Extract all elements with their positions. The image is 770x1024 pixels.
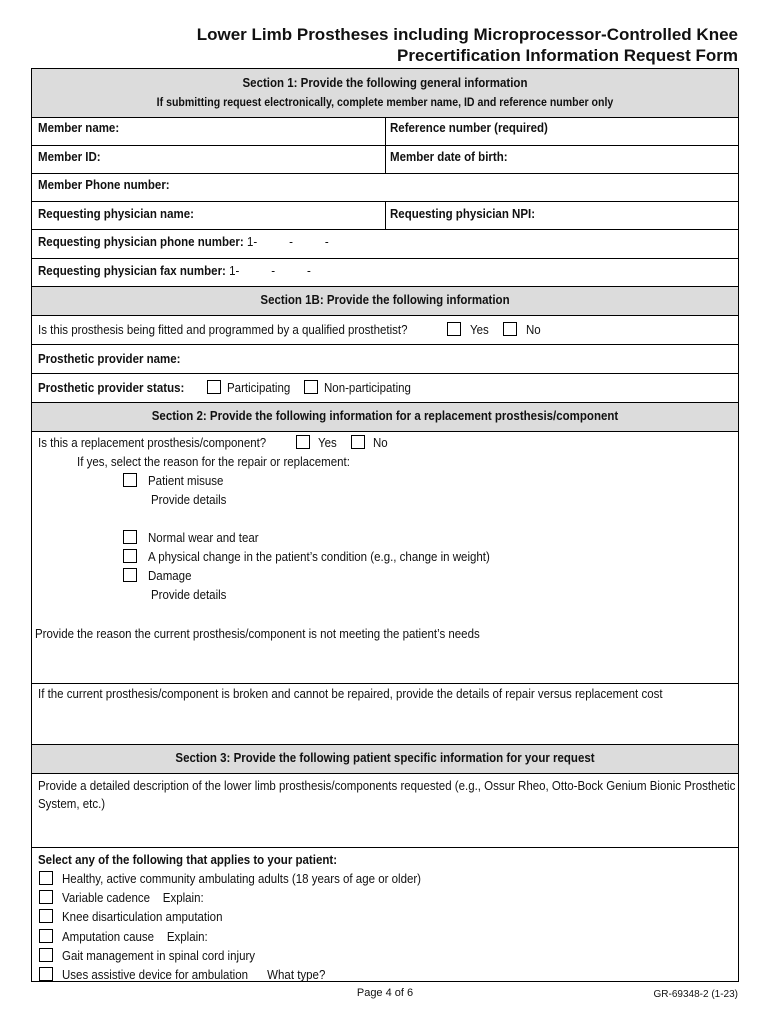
patient-misuse-label: Patient misuse — [148, 474, 224, 488]
physician-fax-label: Requesting physician fax number: — [38, 264, 226, 278]
replacement-yes-checkbox[interactable] — [296, 435, 310, 449]
physical-change-checkbox[interactable] — [123, 549, 137, 563]
member-id-field[interactable]: Member ID: — [38, 150, 101, 164]
section3-heading: Section 3: Provide the following patient specific information for your request — [175, 751, 595, 765]
criteria-checkbox-4[interactable] — [39, 929, 53, 943]
misuse-details-field[interactable]: Provide details — [151, 493, 227, 507]
criteria-checkbox-2[interactable] — [39, 890, 53, 904]
page-number: Page 4 of 6 — [356, 987, 414, 999]
section1-subheading: If submitting request electronically, complete member name, ID and reference number only — [156, 97, 614, 109]
qualified-yes-checkbox[interactable] — [447, 322, 461, 336]
physician-name-field[interactable]: Requesting physician name: — [38, 207, 194, 221]
criteria-label-5: Gait management in spinal cord injury — [62, 949, 256, 963]
qualified-no-label: No — [526, 323, 541, 337]
physician-phone-label: Requesting physician phone number: — [38, 235, 244, 249]
physician-phone-field[interactable] — [38, 234, 329, 250]
criteria-checkbox-6[interactable] — [39, 967, 53, 981]
criteria-checkbox-3[interactable] — [39, 909, 53, 923]
section2-heading: Section 2: Provide the following information for a replacement prosthesis/component — [151, 409, 619, 423]
prosthesis-description-field[interactable]: Provide a detailed description of the lower limb prosthesis/components requested (e.g., Ossur Rheo, Otto-Bock Genium Bionic Prosthetic System, etc.) — [38, 779, 736, 811]
physician-fax-field[interactable] — [38, 263, 311, 279]
criteria-label-1: Healthy, active community ambulating adults (18 years of age or older) — [62, 872, 422, 886]
participating-label: Participating — [227, 381, 291, 395]
repair-reason-prompt: If yes, select the reason for the repair or replacement: — [77, 455, 350, 469]
replacement-question: Is this a replacement prosthesis/component? — [38, 436, 267, 450]
reason-not-meeting-field[interactable]: Provide the reason the current prosthesis/component is not meeting the patient’s needs — [35, 627, 480, 641]
qualified-prosthetist-question: Is this prosthesis being fitted and programmed by a qualified prosthetist? — [38, 323, 408, 337]
provider-status-label: Prosthetic provider status: — [38, 381, 185, 395]
non-participating-checkbox[interactable] — [304, 380, 318, 394]
form-code: GR-69348-2 (1-23) — [653, 989, 738, 1000]
participating-checkbox[interactable] — [207, 380, 221, 394]
damage-details-field[interactable]: Provide details — [151, 588, 227, 602]
criteria-checkbox-1[interactable] — [39, 871, 53, 885]
criteria-label-6: Uses assistive device for ambulation What type? — [62, 968, 326, 982]
criteria-label-2: Variable cadence Explain: — [62, 891, 204, 905]
member-name-field[interactable]: Member name: — [38, 121, 120, 135]
member-phone-field[interactable]: Member Phone number: — [38, 178, 170, 192]
member-dob-field[interactable]: Member date of birth: — [390, 150, 508, 164]
damage-label: Damage — [148, 569, 192, 583]
criteria-checkbox-5[interactable] — [39, 948, 53, 962]
replacement-yes-label: Yes — [318, 436, 337, 450]
normal-wear-checkbox[interactable] — [123, 530, 137, 544]
section1-heading: Section 1: Provide the following general information — [242, 76, 528, 90]
section1b-heading: Section 1B: Provide the following information — [260, 293, 510, 307]
criteria-label-4: Amputation cause Explain: — [62, 930, 208, 944]
form-title-line-1: Lower Limb Prostheses including Microprocessor-Controlled Knee — [196, 25, 738, 44]
replacement-no-checkbox[interactable] — [351, 435, 365, 449]
physician-npi-field[interactable]: Requesting physician NPI: — [390, 207, 536, 221]
qualified-yes-label: Yes — [470, 323, 489, 337]
patient-criteria-heading: Select any of the following that applies to your patient: — [38, 853, 338, 867]
physician-phone-mask: 1- - - — [246, 235, 329, 249]
criteria-label-3: Knee disarticulation amputation — [62, 910, 223, 924]
qualified-no-checkbox[interactable] — [503, 322, 517, 336]
form-title-line-2: Precertification Information Request Form — [397, 46, 738, 65]
damage-checkbox[interactable] — [123, 568, 137, 582]
repair-vs-replacement-field[interactable]: If the current prosthesis/component is broken and cannot be repaired, provide the details of repair versus replacement cost — [38, 687, 663, 701]
provider-name-field[interactable]: Prosthetic provider name: — [38, 352, 181, 366]
normal-wear-label: Normal wear and tear — [148, 531, 259, 545]
physical-change-label: A physical change in the patient’s condition (e.g., change in weight) — [148, 550, 490, 564]
reference-number-field[interactable]: Reference number (required) — [390, 121, 548, 135]
physician-fax-mask: 1- - - — [229, 264, 311, 278]
replacement-no-label: No — [373, 436, 388, 450]
patient-misuse-checkbox[interactable] — [123, 473, 137, 487]
non-participating-label: Non-participating — [324, 381, 411, 395]
